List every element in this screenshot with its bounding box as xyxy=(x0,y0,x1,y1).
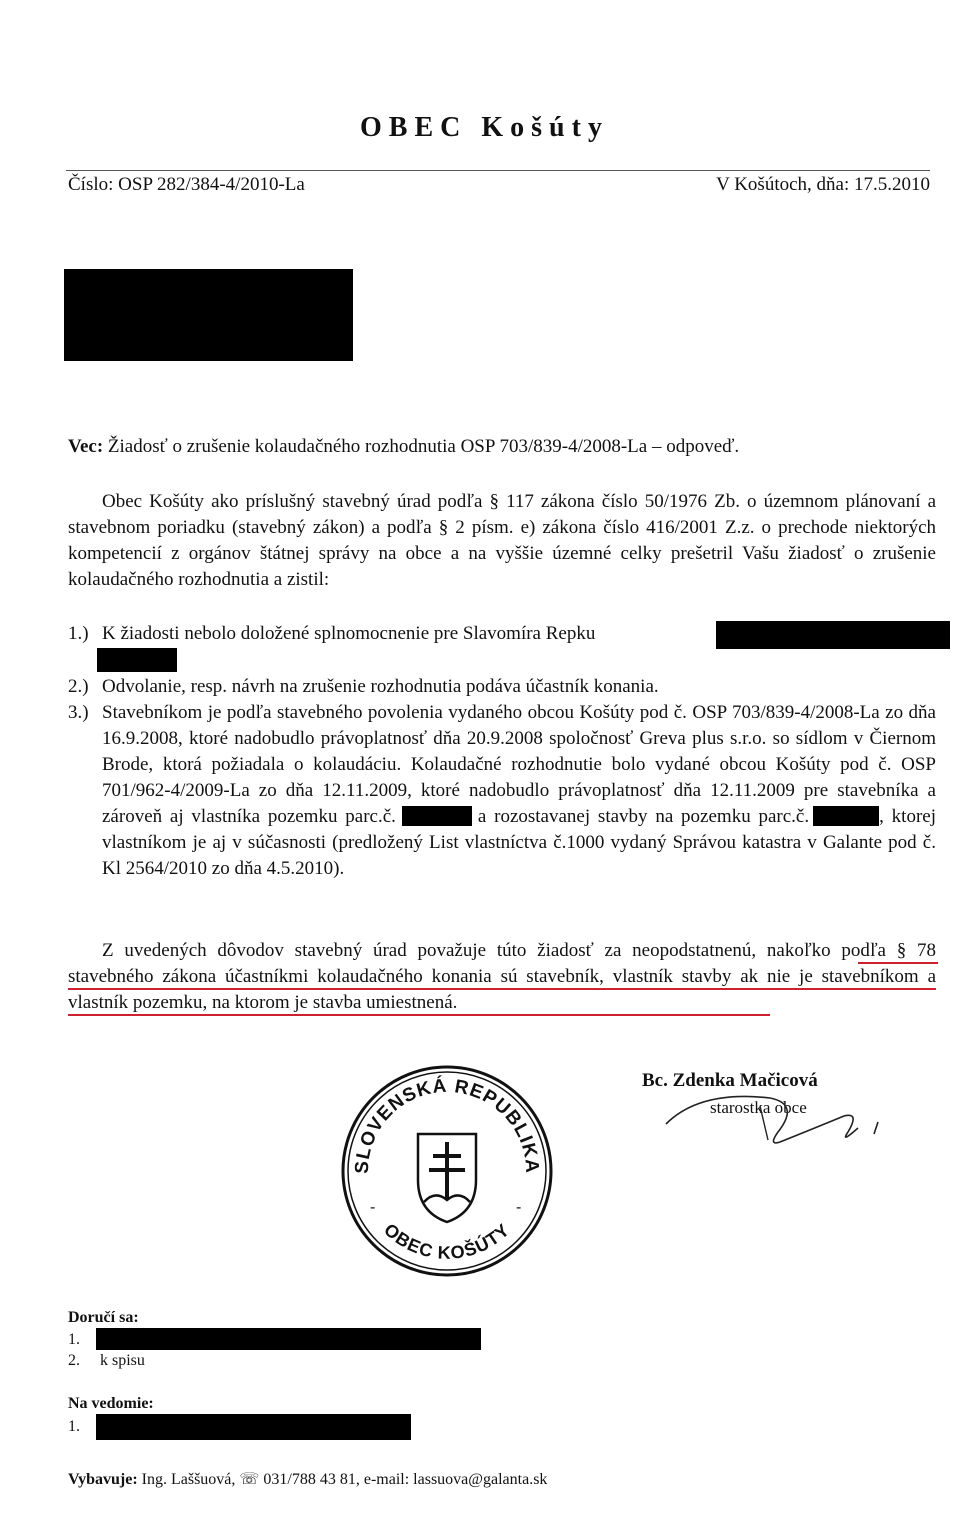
handled-by-line xyxy=(68,1469,547,1489)
conclusion-paragraph: Z uvedených dôvodov stavebný úrad považuje túto žiadosť za neopodstatnenú, nakoľko podľa § 78 stavebného zákona účastníkmi kolaudačného konania sú stavebník, vlastník stavby ak nie je stavebníkom a vlastník pozemku, na ktorom je stavba umiestnená. xyxy=(68,940,936,1013)
cc-label: Na vedomie: xyxy=(68,1395,154,1412)
svg-text:OBEC KOŠÚTY xyxy=(380,1219,514,1262)
finding-text-part: a rozostavanej stavby na pozemku parc.č. xyxy=(477,806,810,827)
redacted-parcel xyxy=(813,806,879,826)
intro-paragraph: Obec Košúty ako príslušný stavebný úrad podľa § 117 zákona číslo 50/1976 Zb. o územnom plánovaní a stavebnom poriadku (stavebný zákon) a podľa § 2 písm. e) zákona číslo 416/2001 Z.z. o prechode niektorých kompetencií z orgánov štátnej správy na obce a na vyššie územné celky prešetril Vašu žiadosť o zrušenie kolaudačného rozhodnutia a zistil: xyxy=(68,491,936,590)
reference-number: Číslo: OSP 282/384-4/2010-La xyxy=(68,174,305,195)
handwritten-signature xyxy=(660,1082,890,1162)
stamp-bottom-text: OBEC KOŠÚTY xyxy=(380,1219,514,1263)
finding-number: 3.) xyxy=(68,702,89,723)
svg-text:-: - xyxy=(516,1199,522,1216)
redacted-parcel xyxy=(402,806,472,826)
coat-of-arms-icon xyxy=(418,1134,476,1222)
official-stamp xyxy=(338,1062,556,1280)
handled-by-label: Vybavuje: xyxy=(68,1471,138,1488)
finding-3 xyxy=(68,700,936,882)
svg-text:-: - xyxy=(370,1199,376,1216)
redacted-cc-recipient xyxy=(96,1414,411,1440)
redacted-address xyxy=(97,648,177,672)
finding-2 xyxy=(68,674,936,700)
finding-text: Odvolanie, resp. návrh na zrušenie rozhodnutia podáva účastník konania. xyxy=(102,676,659,697)
subject-line xyxy=(68,436,938,458)
signatory-role: starostka obce xyxy=(710,1098,807,1117)
finding-text-part: Stavebníkom je podľa stavebného povolenia vydaného obcou Košúty pod č. OSP 703/839-4/2008-La zo dňa 16.9.2008, ktoré nadobudlo právoplatnosť dňa 20.9.2008 spoločnosť Greva plus s.r.o. so sídlom v Čiernom Brode, ktorá požiadala o kolaudáciu. Kolaudačné rozhodnutie bolo vydané obcou Košúty pod č. OSP 701/962-4/2009-La zo dňa 12.11.2009, ktoré nadobudlo právoplatnosť dňa 12.11.2009 pre stavebníka a zároveň aj vlastníka pozemku parc.č. xyxy=(102,702,936,827)
highlight-underline xyxy=(68,1014,770,1016)
redacted-name xyxy=(716,621,950,649)
header-divider xyxy=(66,170,930,171)
highlight-underline xyxy=(858,962,938,964)
delivery-item-text: k spisu xyxy=(100,1352,145,1369)
finding-text-part: , ktorej vlastníkom je aj v súčasnosti (predložený List vlastníctva č.1000 vydaný Správou katastra v Galante pod č. Kl 2564/2010 zo dňa 4.5.2010). xyxy=(102,806,936,879)
page-title: OBEC Košúty xyxy=(360,112,609,143)
finding-text xyxy=(102,700,936,882)
signatory-name: Bc. Zdenka Mačicová xyxy=(642,1070,818,1091)
handled-by-text: Ing. Laššuová, ☏ 031/788 43 81, e-mail: lassuova@galanta.sk xyxy=(141,1471,548,1488)
finding-text: K žiadosti nebolo doložené splnomocnenie pre Slavomíra Repku xyxy=(102,623,596,644)
stamp-top-text: SLOVENSKÁ REPUBLIKA xyxy=(351,1075,543,1175)
delivery-item-number: 1. xyxy=(68,1331,80,1348)
redacted-recipient xyxy=(96,1328,481,1350)
delivery-label: Doručí sa: xyxy=(68,1309,139,1326)
delivery-item-number: 2. xyxy=(68,1352,80,1369)
cc-item-number: 1. xyxy=(68,1418,80,1435)
finding-number: 2.) xyxy=(68,676,89,697)
highlight-underline xyxy=(68,988,936,990)
redacted-addressee xyxy=(64,269,353,361)
subject-label: Vec: xyxy=(68,436,104,457)
place-date: V Košútoch, dňa: 17.5.2010 xyxy=(716,174,930,195)
finding-number: 1.) xyxy=(68,623,89,644)
subject-text: Žiadosť o zrušenie kolaudačného rozhodnutia OSP 703/839-4/2008-La – odpoveď. xyxy=(107,436,740,457)
